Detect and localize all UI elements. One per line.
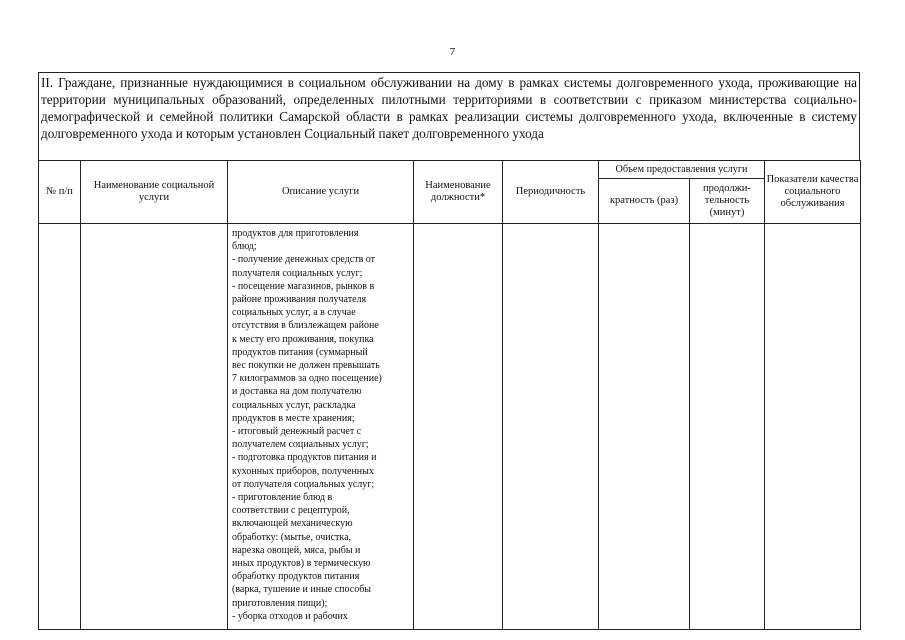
description-line: и доставка на дом получателю <box>232 386 362 398</box>
page-number: 7 <box>449 46 456 58</box>
description-line: обработку продуктов питания <box>232 571 360 583</box>
description-text <box>228 224 413 629</box>
description-line: - посещение магазинов, рынков в <box>232 280 375 292</box>
header-position: Наименование должности* <box>414 161 503 224</box>
description-line: приготовления пищи); <box>232 597 328 609</box>
description-line: соответствии с рецептурой, <box>232 505 350 517</box>
cell-duration <box>690 224 765 630</box>
description-line: обработку: (мытье, очистка, <box>232 531 352 543</box>
header-service-name: Наименование социальной услуги <box>81 161 228 224</box>
description-line: вес покупки не должен превышать <box>232 360 380 372</box>
header-duration: продолжи-тельность (минут) <box>690 179 765 224</box>
description-line: блюд; <box>232 241 257 253</box>
cell-position <box>414 224 503 630</box>
description-line: районе проживания получателя <box>232 294 367 306</box>
description-line: получателем социальных услуг; <box>232 439 369 451</box>
services-table <box>38 160 861 630</box>
description-line: - уборка отходов и рабочих <box>232 610 348 622</box>
description-line: социальных услуг, а в случае <box>232 307 356 319</box>
description-line: нарезка овощей, мяса, рыбы и <box>232 544 361 556</box>
description-line: 7 килограммов за одно посещение) <box>232 373 382 385</box>
description-line: отсутствия в близлежащем районе <box>232 320 379 332</box>
header-number: № п/п <box>39 161 81 224</box>
description-line: - получение денежных средств от <box>232 254 376 266</box>
cell-number <box>39 224 81 630</box>
cell-quality <box>765 224 861 630</box>
header-multiplicity: кратность (раз) <box>599 179 690 224</box>
header-description: Описание услуги <box>228 161 414 224</box>
description-line: иных продуктов) в термическую <box>232 558 371 570</box>
description-line: кухонных приборов, полученных <box>232 465 374 477</box>
description-line: к месту его проживания, покупка <box>232 333 374 345</box>
description-line: продуктов питания (суммарный <box>232 346 368 358</box>
description-line: включающей механическую <box>232 518 353 530</box>
header-volume-group: Объем предоставления услуги <box>599 161 765 179</box>
description-line: социальных услуг, раскладка <box>232 399 356 411</box>
header-quality: Показатели качества социального обслуживания <box>765 161 861 224</box>
table-row <box>39 224 861 630</box>
description-line: от получателя социальных услуг; <box>232 478 375 490</box>
description-line: (варка, тушение и иные способы <box>232 584 372 596</box>
description-line: продуктов в месте хранения; <box>232 412 355 424</box>
description-line: - итоговый денежный расчет с <box>232 426 362 438</box>
description-line: продуктов для приготовления <box>232 228 359 239</box>
cell-description <box>228 224 414 630</box>
cell-multiplicity <box>599 224 690 630</box>
description-line: получателя социальных услуг; <box>232 267 363 279</box>
header-periodicity: Периодичность <box>503 161 599 224</box>
description-line: - приготовление блюд в <box>232 492 333 504</box>
cell-service-name <box>81 224 228 630</box>
description-line: - подготовка продуктов питания и <box>232 452 377 464</box>
cell-periodicity <box>503 224 599 630</box>
section-heading: II. Граждане, признанные нуждающимися в социальном обслуживании на дому в рамках системы долговременного ухода, проживающие на территории муниципальных образований, определенных пилотными территориями в соответствии с приказом министерства социально-демографической и семейной политики Самарской области в рамках реализации системы долговременного ухода, включенные в систему долговременного ухода и которым установлен Социальный пакет долговременного ухода <box>38 72 860 160</box>
